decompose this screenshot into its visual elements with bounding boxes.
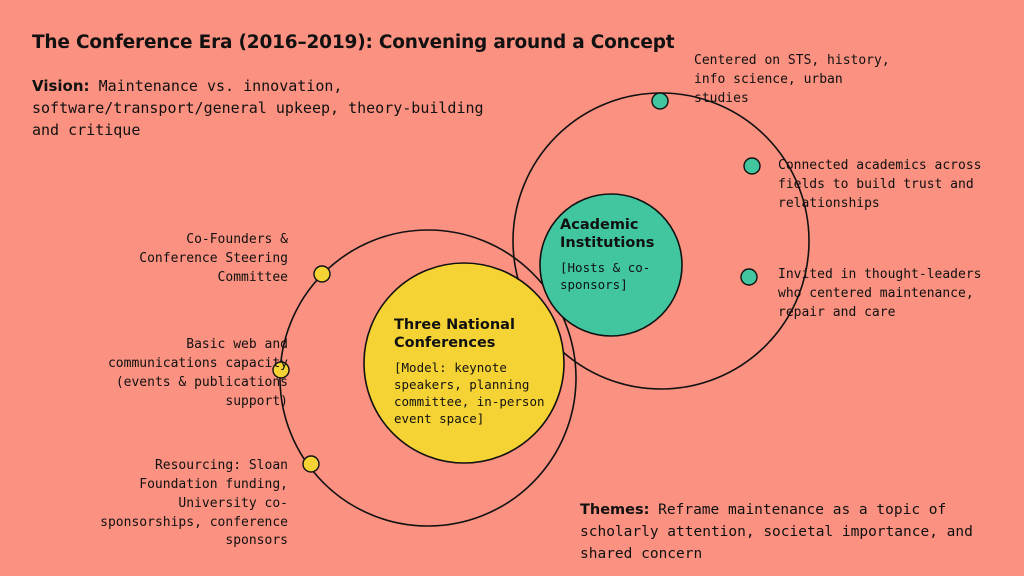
node-invited-icon[interactable] (741, 269, 757, 285)
node-cofounders-icon[interactable] (314, 266, 330, 282)
vision-statement (32, 76, 502, 141)
academic-institutions-sub: [Hosts & co-sponsors] (560, 260, 651, 293)
academic-institutions-name: Academic Institutions (560, 217, 655, 252)
three-national-conferences-name: Three National Conferences (394, 317, 515, 352)
callout-connected-academics: Connected academics across fields to build trust and relationships (778, 158, 982, 211)
callout-sts: Centered on STS, history, info science, urban studies (694, 53, 890, 106)
callout-resourcing: Resourcing: Sloan Foundation funding, University co-sponsorships, conference sponsors (100, 458, 288, 549)
themes-label: Themes: (580, 502, 650, 518)
themes-statement (580, 500, 1000, 565)
callout-invited-thought-leaders: Invited in thought-leaders who centered maintenance, repair and care (778, 267, 982, 320)
themes-text: Reframe maintenance as a topic of scholarly attention, societal importance, and shared concern (580, 502, 973, 562)
node-sts-icon[interactable] (652, 93, 668, 109)
three-national-conferences-label (394, 316, 554, 428)
vision-label: Vision: (32, 77, 90, 95)
academic-institutions-label (560, 216, 680, 294)
three-national-conferences-sub: [Model: keynote speakers, planning committee, in-person event space] (394, 360, 545, 426)
callout-cofounders: Co-Founders & Conference Steering Committee (139, 232, 288, 285)
slide-title: The Conference Era (2016–2019): Convening around a Concept (32, 32, 675, 53)
node-connected-icon[interactable] (744, 158, 760, 174)
node-resourcing-icon[interactable] (303, 456, 319, 472)
vision-text: Maintenance vs. innovation, software/transport/general upkeep, theory-building and critique (32, 77, 484, 139)
callout-basic-web: Basic web and communications capacity (events & publications support) (107, 337, 288, 409)
